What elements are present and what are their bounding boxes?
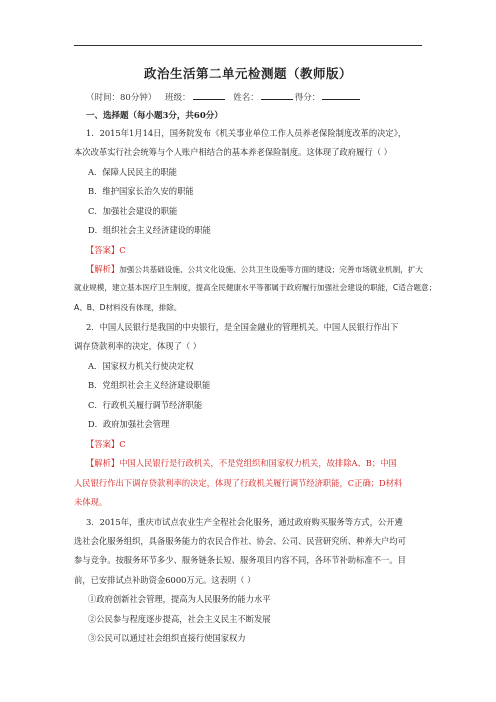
section-heading: 一、选择题（每小题3分，共60分） — [86, 111, 223, 121]
answer-value: C — [119, 439, 126, 449]
page-title: 政治生活第二单元检测题（教师版） — [143, 66, 352, 81]
q2-answer — [86, 439, 126, 449]
q3-stem-line: 参与竞争。按服务环节多少、服务链条长短、服务项目内容不同，各环节补助标准不一。目 — [74, 555, 406, 565]
exam-meta — [86, 90, 362, 103]
q2-stem-line: 2．中国人民银行是我国的中央银行，是全国金融业的管理机关。中国人民银行作出下 — [86, 322, 399, 332]
q3-stem-line: 选社会化服务组织，具备服务能力的农民合作社、协会、公司、民营研究所、种养大户均可 — [74, 536, 406, 546]
q1-stem-line: 1．2015年1月14日，国务院发布《机关事业单位工作人员养老保险制度改革的决定》， — [86, 128, 407, 138]
answer-tag: 【答案】 — [86, 439, 120, 449]
q2-explanation-line: 未体现。 — [74, 497, 108, 507]
class-blank — [193, 90, 225, 100]
score-blank — [322, 90, 360, 100]
q2-explanation-line: 人民银行作出下调存贷款利率的决定，体现了行政机关履行调节经济职能，C正确；D材料 — [74, 478, 403, 488]
q3-item-3: ③公民可以通过社会组织直接行使国家权力 — [88, 633, 246, 643]
q3-stem-line: 3．2015年，重庆市试点农业生产全程社会化服务，通过政府购买服务等方式，公开遴 — [86, 517, 403, 527]
q1-option-a: A．保障人民民主的职能 — [88, 167, 177, 177]
score-label: 得分： — [294, 93, 321, 103]
explanation-tag: 【解析】 — [86, 458, 120, 468]
explanation-text: 加强公共基础设施、公共文化设施、公共卫生设施等方面的建设；完善市场就业机制，扩大 — [119, 265, 423, 274]
name-label: 姓名： — [233, 93, 259, 103]
q2-option-c: C．行政机关履行调节经济职能 — [88, 400, 203, 410]
explanation-text: 中国人民银行是行政机关，不是党组织和国家权力机关，故排除A、B；中国 — [119, 458, 397, 468]
name-blank — [261, 90, 293, 100]
q2-option-b: B．党组织社会主义经济建设职能 — [88, 380, 211, 390]
q1-option-d: D．组织社会主义经济建设的职能 — [88, 225, 211, 235]
q3-item-1: ①政府创新社会管理，提高为人民服务的能力水平 — [88, 594, 271, 604]
q3-stem-line: 前，已安排试点补助资金6000万元。这表明（ ） — [74, 575, 256, 585]
q1-option-c: C．加强社会建设的职能 — [88, 206, 178, 216]
q1-stem-line: 本次改革实行社会统筹与个人账户相结合的基本养老保险制度。这体现了政府履行（ ） — [74, 147, 392, 157]
q2-stem-line: 调存贷款利率的决定，体现了（ ） — [74, 341, 202, 351]
class-label: 班级： — [165, 93, 191, 103]
q1-option-b: B．维护国家长治久安的职能 — [88, 186, 194, 196]
q1-explanation-line: 就业规模，建立基本医疗卫生制度，提高全民健康水平等都属于政府履行加强社会建设的职能，C适合题意； — [74, 283, 437, 292]
explanation-tag: 【解析】 — [86, 264, 120, 274]
q1-explanation-line — [86, 264, 423, 275]
q3-item-2: ②公民参与程度逐步提高，社会主义民主不断发展 — [88, 614, 271, 624]
q2-option-d: D．政府加强社会管理 — [88, 419, 170, 429]
q2-option-a: A．国家权力机关行使决定权 — [88, 361, 194, 371]
q1-answer — [86, 245, 126, 255]
time-limit: （时间：80分钟） — [86, 93, 157, 103]
header-rule — [74, 45, 422, 46]
answer-value: C — [119, 245, 126, 255]
answer-tag: 【答案】 — [86, 245, 120, 255]
q1-explanation-line: A、B、D材料没有体现，排除。 — [74, 303, 182, 312]
q2-explanation-line — [86, 458, 397, 468]
